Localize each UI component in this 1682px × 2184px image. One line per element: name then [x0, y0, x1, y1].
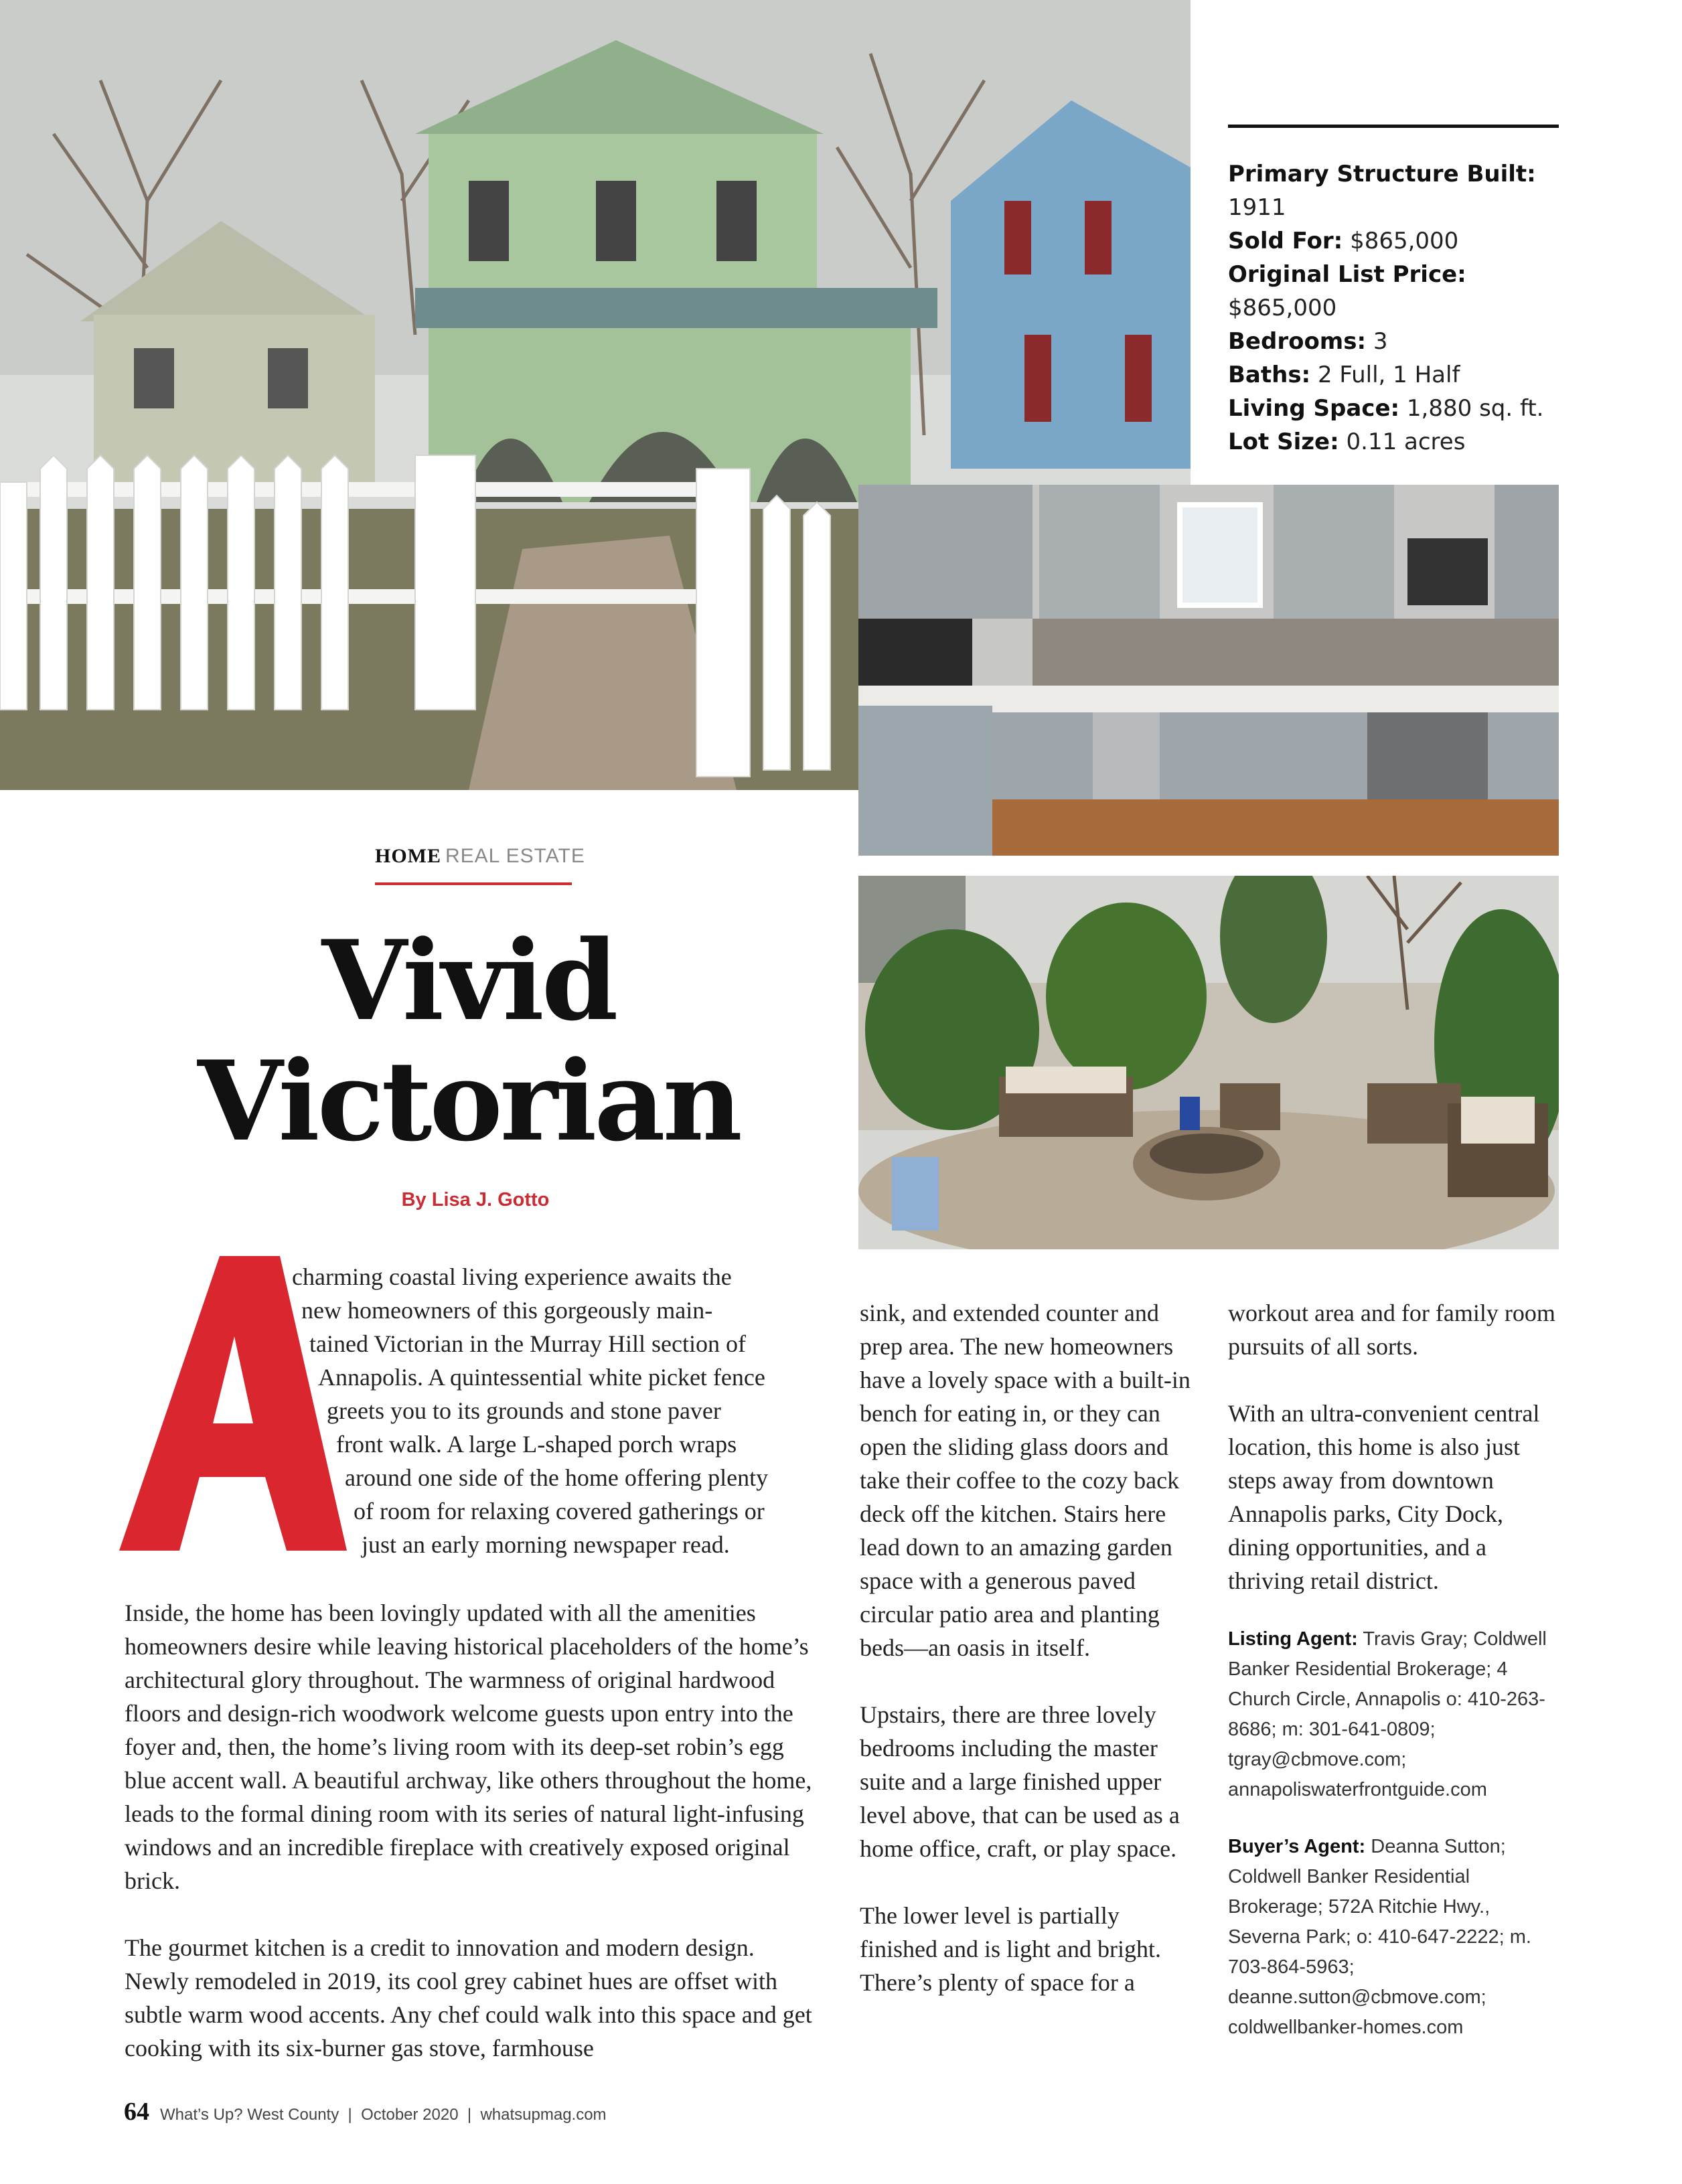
drop-cap-letter: A [119, 1256, 120, 1257]
buyers-agent-label: Buyer’s Agent: [1228, 1836, 1366, 1857]
section-label [375, 845, 585, 868]
body-paragraph: Inside, the home has been lovingly updated with all the amenities homeowners desire while leaving historical placeholders of the home’s architectural glory throughout. The warmness of original hardwood floors and design-rich woodwork welcome guests upon entry into the foyer and, then, the home’s living room with its deep-set robin’s egg blue accent wall. A beautiful archway, like others throughout the home, leads to the formal dining room with its series of natural light-infusing windows and an incredible fireplace with creatively exposed original brick. [125, 1600, 812, 1894]
title-line-2: Victorian [198, 1036, 740, 1166]
article-title [134, 916, 804, 1166]
intro-line: tained Victorian in the Murray Hill section of [309, 1330, 747, 1357]
title-line-1: Vivid [321, 916, 616, 1045]
body-paragraph: The lower level is partially finished and is light and bright. There’s plenty of space for a [860, 1902, 1161, 1996]
intro-line: around one side of the home offering plenty [345, 1464, 769, 1491]
body-column-3 [1228, 1296, 1559, 2043]
stat-row: Living Space: 1,880 sq. ft. [1228, 395, 1544, 422]
stat-row: Bedrooms: 3 [1228, 328, 1388, 355]
stat-row: Primary Structure Built: 1911 [1228, 161, 1536, 221]
stat-row: Lot Size: 0.11 acres [1228, 428, 1466, 455]
listing-agent-label: Listing Agent: [1228, 1628, 1358, 1650]
intro-line: Annapolis. A quintessential white picket fence [318, 1364, 765, 1391]
page-number: 64 [124, 2098, 149, 2126]
buyers-agent [1228, 1832, 1559, 2043]
intro-line: just an early morning newspaper read. [362, 1531, 730, 1558]
listing-agent [1228, 1624, 1559, 1805]
intro-line: new homeowners of this gorgeously main- [301, 1297, 713, 1324]
stat-row: Baths: 2 Full, 1 Half [1228, 362, 1460, 388]
intro-line: of room for relaxing covered gatherings or [354, 1498, 765, 1525]
stats-top-rule [1228, 125, 1559, 128]
stat-row: Original List Price: $865,000 [1228, 261, 1466, 321]
body-column-1 [125, 1596, 821, 2098]
body-paragraph: sink, and extended counter and prep area. The new homeowners have a lovely space with a built-in bench for eating in, or they can open the sliding glass doors and take their coffee to the cozy back deck off the kitchen. Stairs here lead down to an amazing garden space with a generous paved circular patio area and planting beds—an oasis in itself. [860, 1300, 1191, 1661]
property-stats [1228, 125, 1559, 494]
byline: By Lisa J. Gotto [401, 1189, 550, 1211]
section-primary: HOME [375, 845, 441, 867]
page-footer [124, 2097, 607, 2126]
buyers-agent-text: Deanna Sutton; Coldwell Banker Residential Brokerage; 572A Ritchie Hwy., Severna Park; o: 410-647-2222; m. 703-864-5963; deanne.sutton@cbmove.com; coldwellbanker-homes.com [1228, 1836, 1531, 2038]
kitchen-photo [858, 485, 1559, 856]
section-secondary: REAL ESTATE [445, 845, 585, 867]
stat-row: Sold For: $865,000 [1228, 228, 1459, 254]
intro-paragraph [281, 1260, 844, 1561]
intro-line: front walk. A large L-shaped porch wraps [336, 1431, 737, 1458]
patio-photo [858, 876, 1559, 1249]
body-paragraph: With an ultra-convenient central location, this home is also just steps away from downtown Annapolis parks, City Dock, dining opportunities, and a thriving retail district. [1228, 1400, 1540, 1594]
body-paragraph: The gourmet kitchen is a credit to innovation and modern design. Newly remodeled in 2019, its cool grey cabinet hues are offset with subtle warm wood accents. Any chef could walk into this space and get cooking with its six-burner gas stove, farmhouse [125, 1934, 812, 2061]
body-paragraph: workout area and for family room pursuits of all sorts. [1228, 1300, 1555, 1360]
intro-line: greets you to its grounds and stone paver [327, 1397, 721, 1424]
stats-list [1228, 157, 1559, 459]
body-paragraph: Upstairs, there are three lovely bedrooms including the master suite and a large finished upper level above, that can be used as a home office, craft, or play space. [860, 1701, 1180, 1862]
listing-agent-text: Travis Gray; Coldwell Banker Residential Brokerage; 4 Church Circle, Annapolis o: 410-263-8686; m: 301-641-0809; tgray@cbmove.com; annapoliswaterfrontguide.com [1228, 1628, 1547, 1800]
footer-text: What’s Up? West County | October 2020 | whatsupmag.com [160, 2106, 607, 2124]
intro-line: charming coastal living experience awaits the [292, 1263, 732, 1290]
section-underline [375, 882, 572, 885]
body-column-2 [860, 1296, 1195, 2033]
